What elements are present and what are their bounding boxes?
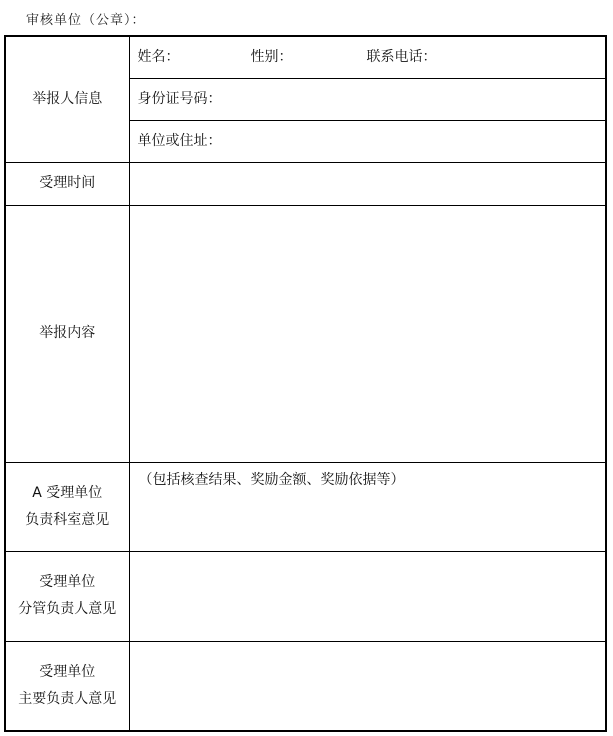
chief-opinion-label-cell: [5, 641, 129, 731]
deputy-opinion-label-line1: 受理单位: [39, 574, 96, 591]
reporter-info-label: [5, 36, 129, 162]
report-form-table: [4, 35, 607, 732]
deputy-opinion-cell[interactable]: [129, 551, 606, 641]
deputy-opinion-row: [5, 551, 606, 641]
accept-time-cell[interactable]: [129, 162, 606, 205]
reporter-info-text: 举报人信息: [32, 90, 103, 107]
chief-opinion-row: [5, 641, 606, 731]
dept-opinion-label-line1: A 受理单位: [32, 484, 103, 501]
deputy-opinion-label-cell: [5, 551, 129, 641]
dept-opinion-row: [5, 462, 606, 551]
address-cell[interactable]: [129, 120, 606, 162]
id-number-label: 身份证号码：: [137, 90, 222, 107]
seal-caption: 审核单位（公章）：: [26, 13, 146, 28]
accept-time-label-cell: [5, 162, 129, 205]
accept-time-row: [5, 162, 606, 205]
report-content-label: 举报内容: [39, 325, 96, 342]
name-label: 姓名：: [137, 48, 180, 65]
dept-opinion-label-line2: 负责科室意见: [25, 511, 110, 528]
dept-opinion-cell[interactable]: [129, 462, 606, 551]
reporter-name-cell[interactable]: [129, 36, 606, 78]
dept-opinion-note: （包括核查结果、奖励金额、奖励依据等）: [138, 471, 405, 488]
reporter-row-name: [5, 36, 606, 78]
chief-opinion-cell[interactable]: [129, 641, 606, 731]
dept-opinion-label-cell: [5, 462, 129, 551]
accept-time-label: 受理时间: [39, 175, 96, 192]
report-content-cell[interactable]: [129, 205, 606, 462]
report-content-row: [5, 205, 606, 462]
chief-opinion-label-line1: 受理单位: [39, 664, 96, 681]
report-content-label-cell: [5, 205, 129, 462]
id-number-cell[interactable]: [129, 78, 606, 120]
gender-label: 性别：: [250, 48, 293, 65]
deputy-opinion-label-line2: 分管负责人意见: [18, 601, 117, 617]
chief-opinion-label-line2: 主要负责人意见: [18, 690, 117, 707]
phone-label: 联系电话：: [366, 48, 437, 65]
address-label: 单位或住址：: [137, 132, 222, 149]
